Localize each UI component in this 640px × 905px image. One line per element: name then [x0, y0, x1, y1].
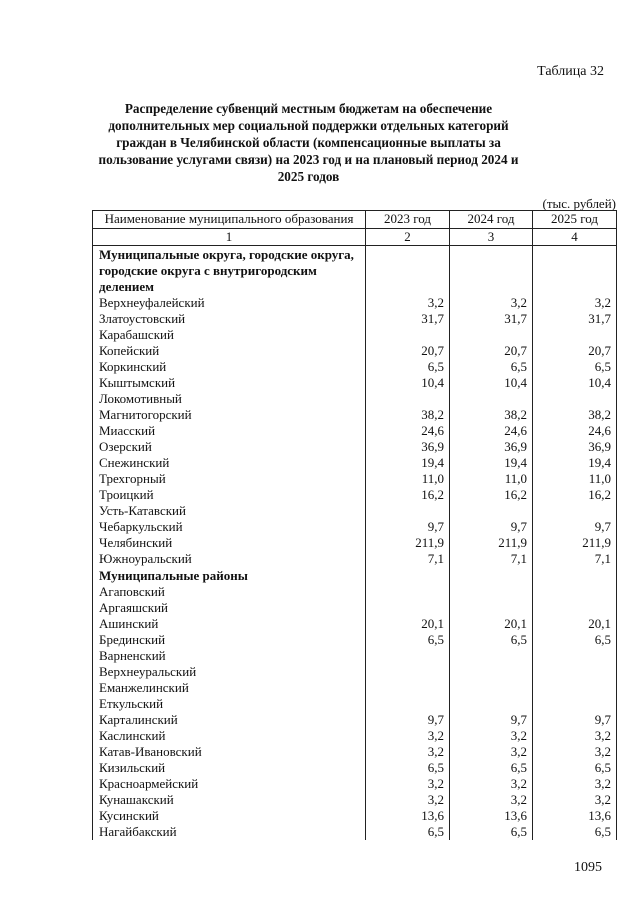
value-2025-cell: 211,9	[533, 535, 617, 551]
value-2025-cell	[533, 696, 617, 712]
municipality-name-cell: Катав-Ивановский	[93, 744, 366, 760]
value-2023-cell: 16,2	[366, 487, 450, 503]
value-2025-cell: 20,7	[533, 343, 617, 359]
value-2023-cell	[366, 648, 450, 664]
section-heading-row	[93, 246, 617, 296]
table-row	[93, 744, 617, 760]
value-2023-cell: 24,6	[366, 423, 450, 439]
value-2025-cell	[533, 567, 617, 584]
value-2024-cell	[450, 696, 533, 712]
column-number: 3	[450, 229, 533, 246]
table-row	[93, 407, 617, 423]
value-2025-cell: 6,5	[533, 824, 617, 840]
value-2025-cell	[533, 664, 617, 680]
value-2025-cell: 7,1	[533, 551, 617, 567]
value-2025-cell: 31,7	[533, 311, 617, 327]
municipality-name-cell: Муниципальные округа, городские округа, городские округа с внутригородским делением	[93, 246, 366, 296]
value-2024-cell	[450, 327, 533, 343]
value-2025-cell: 6,5	[533, 760, 617, 776]
value-2023-cell: 9,7	[366, 712, 450, 728]
table-row	[93, 600, 617, 616]
value-2023-cell	[366, 503, 450, 519]
municipality-name-cell: Локомотивный	[93, 391, 366, 407]
municipality-name-cell: Челябинский	[93, 535, 366, 551]
value-2025-cell	[533, 600, 617, 616]
value-2024-cell: 7,1	[450, 551, 533, 567]
value-2025-cell: 6,5	[533, 632, 617, 648]
value-2025-cell: 10,4	[533, 375, 617, 391]
municipality-name-cell: Усть-Катавский	[93, 503, 366, 519]
municipality-name-cell: Кизильский	[93, 760, 366, 776]
value-2024-cell: 3,2	[450, 728, 533, 744]
value-2023-cell	[366, 246, 450, 296]
municipality-name-cell: Трехгорный	[93, 471, 366, 487]
value-2024-cell: 16,2	[450, 487, 533, 503]
municipality-name-cell: Чебаркульский	[93, 519, 366, 535]
page-number: 1095	[574, 860, 602, 875]
value-2024-cell: 6,5	[450, 760, 533, 776]
value-2023-cell: 9,7	[366, 519, 450, 535]
value-2025-cell: 19,4	[533, 455, 617, 471]
table-row	[93, 455, 617, 471]
value-2024-cell	[450, 680, 533, 696]
value-2023-cell: 7,1	[366, 551, 450, 567]
header-2025: 2025 год	[533, 211, 617, 229]
value-2024-cell: 20,1	[450, 616, 533, 632]
value-2024-cell: 19,4	[450, 455, 533, 471]
table-row	[93, 648, 617, 664]
value-2025-cell	[533, 680, 617, 696]
table-row	[93, 616, 617, 632]
value-2023-cell	[366, 696, 450, 712]
value-2023-cell: 20,1	[366, 616, 450, 632]
municipality-name-cell: Агаповский	[93, 584, 366, 600]
value-2025-cell: 3,2	[533, 744, 617, 760]
table-row	[93, 776, 617, 792]
value-2025-cell: 13,6	[533, 808, 617, 824]
table-row	[93, 728, 617, 744]
header-2024: 2024 год	[450, 211, 533, 229]
value-2024-cell: 6,5	[450, 632, 533, 648]
value-2023-cell: 6,5	[366, 359, 450, 375]
table-row	[93, 375, 617, 391]
value-2024-cell: 9,7	[450, 519, 533, 535]
value-2024-cell	[450, 391, 533, 407]
value-2024-cell: 3,2	[450, 776, 533, 792]
table-row	[93, 439, 617, 455]
table-row	[93, 712, 617, 728]
value-2025-cell: 11,0	[533, 471, 617, 487]
table-row	[93, 391, 617, 407]
value-2023-cell: 3,2	[366, 295, 450, 311]
value-2023-cell: 3,2	[366, 744, 450, 760]
column-number: 1	[93, 229, 366, 246]
value-2023-cell: 13,6	[366, 808, 450, 824]
value-2025-cell: 36,9	[533, 439, 617, 455]
value-2025-cell	[533, 246, 617, 296]
value-2025-cell	[533, 648, 617, 664]
value-2025-cell	[533, 327, 617, 343]
value-2024-cell: 31,7	[450, 311, 533, 327]
value-2023-cell	[366, 680, 450, 696]
header-row	[93, 211, 617, 229]
value-2023-cell	[366, 567, 450, 584]
value-2024-cell: 3,2	[450, 744, 533, 760]
value-2024-cell: 6,5	[450, 824, 533, 840]
table-number-label: Таблица 32	[537, 64, 604, 79]
table-row	[93, 584, 617, 600]
table-row	[93, 824, 617, 840]
header-municipality: Наименование муниципального образования	[93, 211, 366, 229]
value-2025-cell: 38,2	[533, 407, 617, 423]
table-row	[93, 423, 617, 439]
value-2024-cell: 10,4	[450, 375, 533, 391]
table-row	[93, 696, 617, 712]
table-row	[93, 471, 617, 487]
municipality-name-cell: Еманжелинский	[93, 680, 366, 696]
municipality-name-cell: Снежинский	[93, 455, 366, 471]
table-row	[93, 680, 617, 696]
table-row	[93, 487, 617, 503]
value-2025-cell: 3,2	[533, 728, 617, 744]
value-2023-cell: 6,5	[366, 632, 450, 648]
municipality-name-cell: Златоустовский	[93, 311, 366, 327]
table-row	[93, 327, 617, 343]
value-2024-cell	[450, 664, 533, 680]
value-2025-cell: 3,2	[533, 295, 617, 311]
value-2023-cell	[366, 584, 450, 600]
column-number: 4	[533, 229, 617, 246]
municipality-name-cell: Каслинский	[93, 728, 366, 744]
value-2024-cell	[450, 246, 533, 296]
value-2024-cell: 211,9	[450, 535, 533, 551]
value-2025-cell: 9,7	[533, 712, 617, 728]
value-2024-cell	[450, 503, 533, 519]
value-2023-cell	[366, 664, 450, 680]
value-2023-cell: 6,5	[366, 824, 450, 840]
municipality-name-cell: Миасский	[93, 423, 366, 439]
municipality-name-cell: Кыштымский	[93, 375, 366, 391]
value-2025-cell: 16,2	[533, 487, 617, 503]
value-2024-cell: 20,7	[450, 343, 533, 359]
value-2024-cell: 36,9	[450, 439, 533, 455]
municipality-name-cell: Магнитогорский	[93, 407, 366, 423]
value-2025-cell: 20,1	[533, 616, 617, 632]
table-row	[93, 632, 617, 648]
value-2023-cell	[366, 327, 450, 343]
table-header	[93, 211, 617, 246]
municipality-name-cell: Копейский	[93, 343, 366, 359]
municipality-name-cell: Аргаяшский	[93, 600, 366, 616]
municipality-name-cell: Варненский	[93, 648, 366, 664]
value-2024-cell: 11,0	[450, 471, 533, 487]
units-label: (тыс. рублей)	[542, 196, 616, 211]
value-2023-cell: 3,2	[366, 728, 450, 744]
value-2023-cell: 36,9	[366, 439, 450, 455]
value-2024-cell: 38,2	[450, 407, 533, 423]
value-2024-cell: 13,6	[450, 808, 533, 824]
municipality-name-cell: Коркинский	[93, 359, 366, 375]
section-heading-row	[93, 567, 617, 584]
table-row	[93, 664, 617, 680]
header-2023: 2023 год	[366, 211, 450, 229]
value-2024-cell: 24,6	[450, 423, 533, 439]
value-2023-cell: 6,5	[366, 760, 450, 776]
value-2025-cell	[533, 503, 617, 519]
column-number: 2	[366, 229, 450, 246]
value-2024-cell: 6,5	[450, 359, 533, 375]
municipality-name-cell: Верхнеуфалейский	[93, 295, 366, 311]
table-row	[93, 792, 617, 808]
value-2023-cell: 38,2	[366, 407, 450, 423]
table-row	[93, 503, 617, 519]
value-2023-cell: 3,2	[366, 776, 450, 792]
value-2023-cell: 19,4	[366, 455, 450, 471]
municipality-name-cell: Брединский	[93, 632, 366, 648]
value-2024-cell	[450, 567, 533, 584]
subsidy-table	[92, 210, 617, 840]
municipality-name-cell: Троицкий	[93, 487, 366, 503]
value-2024-cell	[450, 600, 533, 616]
value-2023-cell	[366, 391, 450, 407]
value-2024-cell: 3,2	[450, 792, 533, 808]
municipality-name-cell: Ашинский	[93, 616, 366, 632]
municipality-name-cell: Кунашакский	[93, 792, 366, 808]
value-2025-cell: 3,2	[533, 776, 617, 792]
value-2024-cell	[450, 584, 533, 600]
value-2023-cell: 11,0	[366, 471, 450, 487]
value-2024-cell: 3,2	[450, 295, 533, 311]
municipality-name-cell: Озерский	[93, 439, 366, 455]
value-2023-cell	[366, 600, 450, 616]
table-row	[93, 519, 617, 535]
value-2023-cell: 211,9	[366, 535, 450, 551]
value-2025-cell: 6,5	[533, 359, 617, 375]
value-2025-cell: 24,6	[533, 423, 617, 439]
municipality-name-cell: Карабашский	[93, 327, 366, 343]
value-2024-cell	[450, 648, 533, 664]
table-row	[93, 343, 617, 359]
table-row	[93, 359, 617, 375]
value-2024-cell: 9,7	[450, 712, 533, 728]
municipality-name-cell: Еткульский	[93, 696, 366, 712]
table-row	[93, 808, 617, 824]
value-2025-cell	[533, 584, 617, 600]
municipality-name-cell: Южноуральский	[93, 551, 366, 567]
municipality-name-cell: Нагайбакский	[93, 824, 366, 840]
table-row	[93, 760, 617, 776]
value-2023-cell: 20,7	[366, 343, 450, 359]
municipality-name-cell: Верхнеуральский	[93, 664, 366, 680]
value-2025-cell: 9,7	[533, 519, 617, 535]
municipality-name-cell: Муниципальные районы	[93, 567, 366, 584]
table-row	[93, 551, 617, 567]
municipality-name-cell: Кусинский	[93, 808, 366, 824]
municipality-name-cell: Карталинский	[93, 712, 366, 728]
table-row	[93, 311, 617, 327]
table-body	[93, 246, 617, 841]
value-2023-cell: 3,2	[366, 792, 450, 808]
value-2025-cell: 3,2	[533, 792, 617, 808]
table-row	[93, 535, 617, 551]
document-title: Распределение субвенций местным бюджетам на обеспечение дополнительных мер социальной поддержки отдельных категорий граждан в Челябинской области (компенсационные выплаты за пользование услугами связи) на 2023 год и на плановый период 2024 и 2025 годов	[98, 101, 519, 184]
value-2023-cell: 31,7	[366, 311, 450, 327]
municipality-name-cell: Красноармейский	[93, 776, 366, 792]
value-2025-cell	[533, 391, 617, 407]
table-row	[93, 295, 617, 311]
value-2023-cell: 10,4	[366, 375, 450, 391]
column-number-row	[93, 229, 617, 246]
